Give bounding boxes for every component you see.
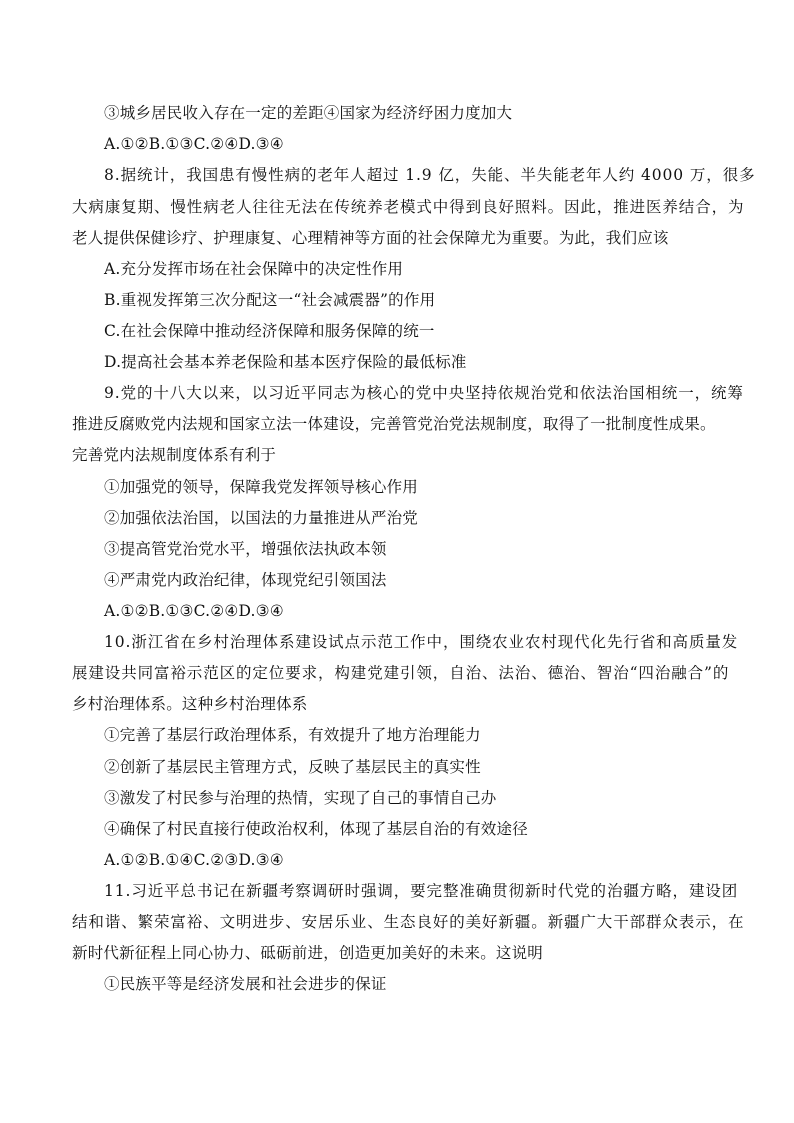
q8-option-a: A.充分发挥市场在社会保障中的决定性作用 (104, 260, 404, 278)
q10-stem-line-1: 10.浙江省在乡村治理体系建设试点示范工作中，围绕农业农村现代化先行省和高质量发 (104, 633, 739, 651)
q8-option-c: C.在社会保障中推动经济保障和服务保障的统一 (104, 322, 435, 340)
q7-answer-choices: A.①②B.①③C.②④D.③④ (104, 135, 284, 153)
q8-stem-line-1: 8.据统计，我国患有慢性病的老年人超过 1.9 亿，失能、半失能老年人约 4000 万，很多 (104, 166, 756, 184)
q9-stem-line-3: 完善党内法规制度体系有利于 (72, 446, 277, 464)
q9-answer-choices: A.①②B.①③C.②④D.③④ (104, 602, 284, 620)
q8-option-b: B.重视发挥第三次分配这一“社会减震器”的作用 (104, 291, 436, 309)
q11-stem-line-2: 结和谐、繁荣富裕、文明进步、安居乐业、生态良好的美好新疆。新疆广大干部群众表示，在 (72, 913, 745, 931)
q9-stem-line-2: 推进反腐败党内法规和国家立法一体建设，完善管党治党法规制度，取得了一批制度性成果。 (72, 415, 716, 433)
q9-item-3: ③提高管党治党水平，增强依法执政本领 (104, 540, 387, 558)
q9-item-1: ①加强党的领导，保障我党发挥领导核心作用 (104, 478, 419, 496)
q8-stem-line-2: 大病康复期、慢性病老人往往无法在传统养老模式中得到良好照料。因此，推进医养结合，为 (72, 198, 745, 216)
q10-item-3: ③激发了村民参与治理的热情，实现了自己的事情自己办 (104, 789, 497, 807)
q9-item-4: ④严肃党内政治纪律，体现党纪引领国法 (104, 571, 387, 589)
q7-option-3-4: ③城乡居民收入存在一定的差距④国家为经济纾困力度加大 (104, 104, 513, 122)
q10-item-1: ①完善了基层行政治理体系，有效提升了地方治理能力 (104, 726, 481, 744)
q8-stem-line-3: 老人提供保健诊疗、护理康复、心理精神等方面的社会保障尤为重要。为此，我们应该 (72, 229, 669, 247)
q9-item-2: ②加强依法治国，以国法的力量推进从严治党 (104, 509, 419, 527)
q11-item-1: ①民族平等是经济发展和社会进步的保证 (104, 975, 387, 993)
q9-stem-line-1: 9.党的十八大以来，以习近平同志为核心的党中央坚持依规治党和依法治国相统一，统筹 (104, 384, 744, 402)
q10-answer-choices: A.①②B.①④C.②③D.③④ (104, 851, 284, 869)
q10-item-2: ②创新了基层民主管理方式，反映了基层民主的真实性 (104, 758, 481, 776)
q10-stem-line-3: 乡村治理体系。这种乡村治理体系 (72, 695, 308, 713)
q11-stem-line-1: 11.习近平总书记在新疆考察调研时强调，要完整准确贯彻新时代党的治疆方略，建设团 (104, 882, 739, 900)
q11-stem-line-3: 新时代新征程上同心协力、砥砺前进，创造更加美好的未来。这说明 (72, 944, 544, 962)
q10-item-4: ④确保了村民直接行使政治权利，体现了基层自治的有效途径 (104, 820, 528, 838)
q8-option-d: D.提高社会基本养老保险和基本医疗保险的最低标准 (104, 353, 467, 371)
q10-stem-line-2: 展建设共同富裕示范区的定位要求，构建党建引领，自治、法治、德治、智治“四治融合”的 (72, 664, 730, 682)
